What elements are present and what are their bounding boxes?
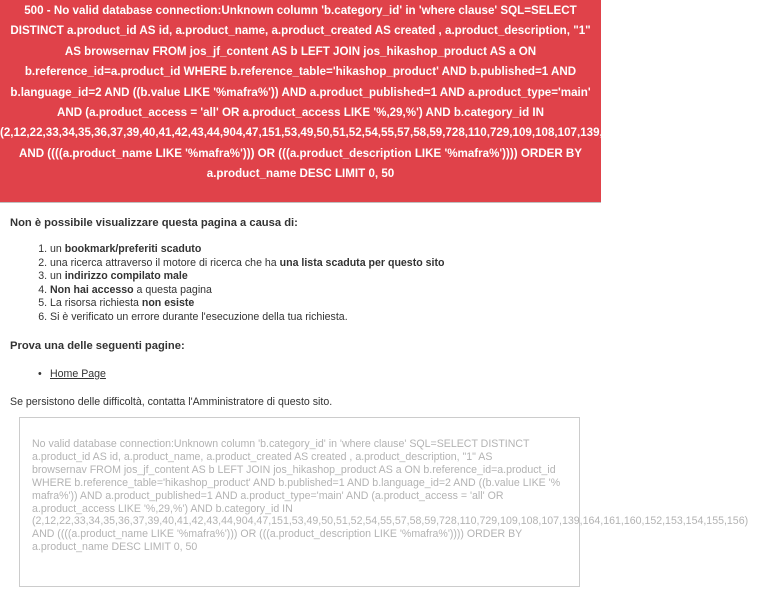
cause-text: un (50, 243, 65, 255)
list-item (50, 311, 601, 325)
cause-bold: non esiste (141, 297, 195, 309)
cause-text: a questa pagina (133, 283, 212, 296)
cause-bold: una lista scaduta per questo sito (279, 256, 445, 269)
cause-bold: Non hai accesso (50, 283, 134, 296)
error-line: b.reference_id=a.product_id WHERE b.reference_table='hikashop_product' AND b.published=1 AND (24, 65, 577, 79)
error-banner (0, 0, 784, 203)
detail-line: (2,12,22,33,34,35,36,37,39,40,41,42,43,44,904,47,151,53,49,50,51,52,54,55,57,58,59,728,110,729,109,108,107,139,164,161,160,152,153,154,155,156) (32, 515, 749, 528)
cause-text: una ricerca attraverso il motore di ricerca che ha (50, 256, 280, 269)
detail-line: browsernav FROM jos_jf_content AS b LEFT JOIN jos_hikashop_product AS a ON b.reference_id=a.product_id (32, 463, 556, 476)
cause-text: Si è verificato un errore durante l'esecuzione della tua richiesta. (50, 310, 348, 323)
cause-bold: indirizzo compilato male (64, 270, 188, 282)
list-item (50, 297, 601, 311)
error-detail-box (19, 417, 749, 587)
list-item (50, 368, 601, 381)
error-line: (2,12,22,33,34,35,36,37,39,40,41,42,43,44,904,47,151,53,49,50,51,52,54,55,57,58,59,728,110,729,109,108,107,139,164,161,160,152,153,154,155,156) (0, 126, 784, 140)
detail-line: mafra%')) AND a.product_published=1 AND a.product_type='main' AND (a.product_access = 'all' OR (32, 489, 504, 502)
error-line: AND (a.product_access = 'all' OR a.product_access LIKE '%,29,%') AND b.category_id IN (56, 106, 545, 120)
cause-bold: bookmark/preferiti scaduto (64, 243, 202, 255)
detail-line: WHERE b.reference_table='hikashop_product' AND b.published=1 AND b.language_id=2 AND ((b.value LIKE '% (32, 476, 561, 489)
error-line: AS browsernav FROM jos_jf_content AS b LEFT JOIN jos_hikashop_product AS a ON (64, 44, 537, 58)
causes-list (10, 243, 601, 324)
list-item (50, 270, 601, 284)
error-line: b.language_id=2 AND ((b.value LIKE '%mafra%')) AND a.product_published=1 AND a.product_type='main' (10, 85, 591, 99)
main-content (0, 203, 601, 408)
cause-text: La risorsa richiesta (50, 297, 142, 309)
detail-line: a.product_name DESC LIMIT 0, 50 (32, 541, 198, 554)
error-line: DISTINCT a.product_id AS id, a.product_name, a.product_created AS created , a.product_description, "1" (10, 24, 591, 38)
detail-line: No valid database connection:Unknown column 'b.category_id' in 'where clause' SQL=SELECT DISTINCT (32, 438, 530, 450)
error-line: 500 - No valid database connection:Unknown column 'b.category_id' in 'where clause' SQL=SELECT (24, 4, 577, 17)
detail-line: a.product_access LIKE '%,29,%') AND b.category_id IN (32, 502, 293, 515)
error-line: AND ((((a.product_name LIKE '%mafra%'))) OR (((a.product_description LIKE '%mafra%')))) ORDER BY (18, 146, 583, 160)
try-pages-heading: Prova una delle seguenti pagine: (10, 340, 185, 352)
cause-text: un (50, 270, 65, 282)
home-page-link[interactable]: Home Page (50, 368, 106, 380)
list-item (50, 243, 601, 257)
error-line: a.product_name DESC LIMIT 0, 50 (206, 167, 395, 181)
list-item (50, 284, 601, 298)
cannot-view-heading: Non è possibile visualizzare questa pagina a causa di: (10, 217, 298, 229)
detail-line: a.product_id AS id, a.product_name, a.product_created AS created , a.product_description, "1" AS (32, 450, 493, 463)
persist-text: Se persistono delle difficoltà, contatta l'Amministratore di questo sito. (10, 396, 333, 408)
detail-line: AND ((((a.product_name LIKE '%mafra%'))) OR (((a.product_description LIKE '%mafra%')))) ORDER BY (32, 528, 523, 541)
list-item (50, 257, 601, 271)
pages-list (10, 368, 601, 381)
